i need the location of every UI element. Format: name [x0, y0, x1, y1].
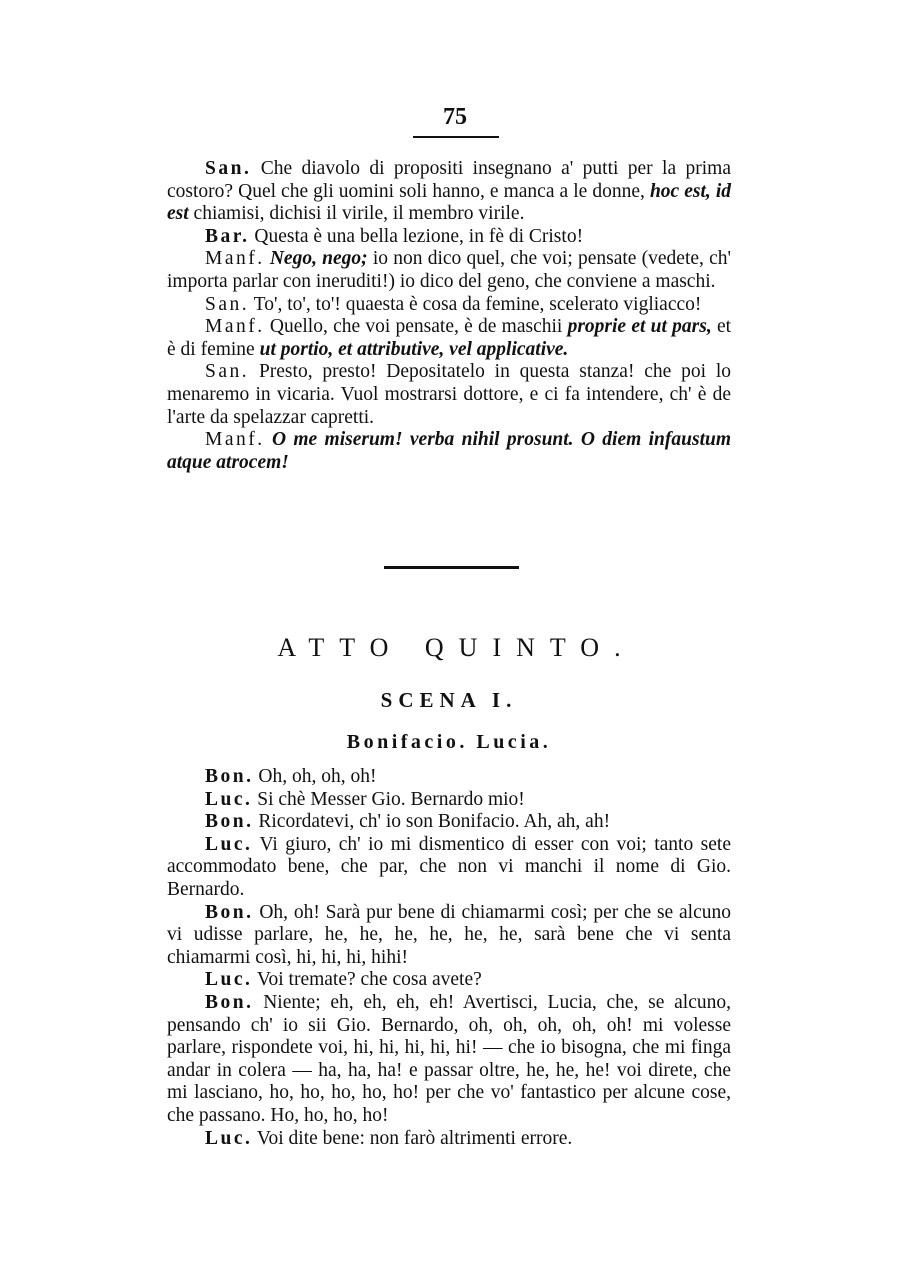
speech-luc-4 — [167, 1128, 731, 1151]
speech-manf-3 — [167, 429, 731, 474]
speech-text: Questa è una bella lezione, in fè di Cristo! — [254, 225, 584, 247]
speaker-name: Luc. — [205, 1127, 253, 1149]
speech-san-1 — [167, 158, 731, 226]
speaker-name: Bar. — [205, 225, 250, 247]
speech-text: Voi dite bene: non farò altrimenti errore. — [256, 1127, 573, 1149]
speech-text: Niente; eh, eh, eh, eh! Avertisci, Lucia, che, se alcuno, pensando ch' io sii Gio. Bernardo, oh, oh, oh, oh, oh! mi volesse parlare, rispondete voi, hi, hi, hi, hi, hi! — che io bisogna, che mi finga andar in colera — ha, ha, ha! e passar oltre, he, he, he! voi direte, che mi lasciano, ho, ho, ho, ho, ho! per che vo' fantastico per alcune cose, che passano. Ho, ho, ho, ho! — [167, 991, 732, 1126]
speaker-name: Manf. — [205, 429, 265, 451]
speech-bon-1 — [167, 766, 731, 789]
speech-text-cont: et è di femine — [167, 316, 732, 360]
speaker-name: San. — [205, 361, 250, 383]
speaker-name: Manf. — [205, 316, 265, 338]
speech-text: Oh, oh, oh, oh! — [258, 766, 377, 787]
speech-manf-1 — [167, 248, 731, 293]
speech-manf-2 — [167, 316, 731, 361]
speaker-name: San. — [205, 158, 252, 179]
speech-text: Oh, oh! Sarà pur bene di chiamarmi così; per che se alcuno vi udisse parlare, he, he, he, he, he, he, sarà bene che vi senta chiamarmi così, hi, hi, hi, hihi! — [167, 901, 732, 968]
speaker-name: Luc. — [205, 788, 253, 810]
speaker-name: Bon. — [205, 991, 254, 1013]
speaker-name: Bon. — [205, 901, 254, 923]
section-divider — [384, 566, 519, 569]
speaker-name: Luc. — [205, 969, 253, 991]
page-number-rule — [413, 136, 499, 138]
speech-luc-3 — [167, 969, 731, 992]
speech-san-3 — [167, 361, 731, 429]
scene-characters: Bonifacio. Lucia. — [346, 731, 552, 753]
latin-phrase: proprie et ut pars, — [567, 316, 712, 338]
latin-phrase: hoc est, id est — [167, 180, 731, 225]
scene-title: SCENA I. — [380, 688, 518, 712]
speech-luc-2 — [167, 834, 731, 902]
speech-text-cont: chiamisi, dichisi il virile, il membro virile. — [188, 203, 525, 225]
scene-end-dialogue — [167, 158, 731, 474]
speech-text: Presto, presto! Depositatelo in questa stanza! che poi lo menaremo in vicaria. Vuol mostrarsi dottore, e ci fa intendere, ch' è de l'arte da spelazzar capretti. — [167, 361, 732, 428]
speech-text: To', to', to'! quaesta è cosa da femine, scelerato vigliacco! — [253, 293, 702, 315]
speech-bar-1 — [167, 226, 731, 249]
speaker-name: Bon. — [205, 766, 254, 787]
speech-san-2 — [167, 294, 731, 317]
speaker-name: Manf. — [205, 248, 265, 270]
speech-text: Che diavolo di propositi insegnano a' putti per la prima costoro? Quel che gli uomini soli hanno, e manca a le donne, — [167, 158, 731, 202]
scene-one-dialogue — [167, 766, 731, 1150]
speech-text: Si chè Messer Gio. Bernardo mio! — [257, 788, 525, 810]
speech-text: Quello, che voi pensate, è de maschii — [269, 316, 568, 338]
speaker-name: San. — [205, 293, 250, 315]
latin-phrase: Nego, nego; — [269, 248, 368, 270]
latin-phrase-2: ut portio, et attributive, vel applicative. — [259, 338, 569, 360]
speech-bon-2 — [167, 811, 731, 834]
speech-bon-3 — [167, 902, 731, 970]
speaker-name: Luc. — [205, 833, 253, 855]
speech-text: Voi tremate? che cosa avete? — [256, 969, 482, 991]
speech-text: Ricordatevi, ch' io son Bonifacio. Ah, ah, ah! — [258, 811, 611, 833]
act-title: ATTO QUINTO. — [277, 633, 636, 662]
speaker-name: Bon. — [205, 811, 254, 833]
page-number: 75 — [443, 104, 467, 130]
speech-bon-4 — [167, 992, 731, 1128]
speech-text: io non dico quel, che voi; pensate (vedete, ch' importa parlar con ineruditi!) io dico del geno, che conviene a maschi. — [167, 248, 732, 292]
speech-text: Vi giuro, ch' io mi dismentico di esser con voi; tanto sete accommodato bene, che par, che non vi manchi il nome di Gio. Bernardo. — [167, 833, 731, 900]
latin-phrase: O me miserum! verba nihil prosunt. O diem infaustum atque atrocem! — [167, 429, 732, 473]
speech-luc-1 — [167, 789, 731, 812]
